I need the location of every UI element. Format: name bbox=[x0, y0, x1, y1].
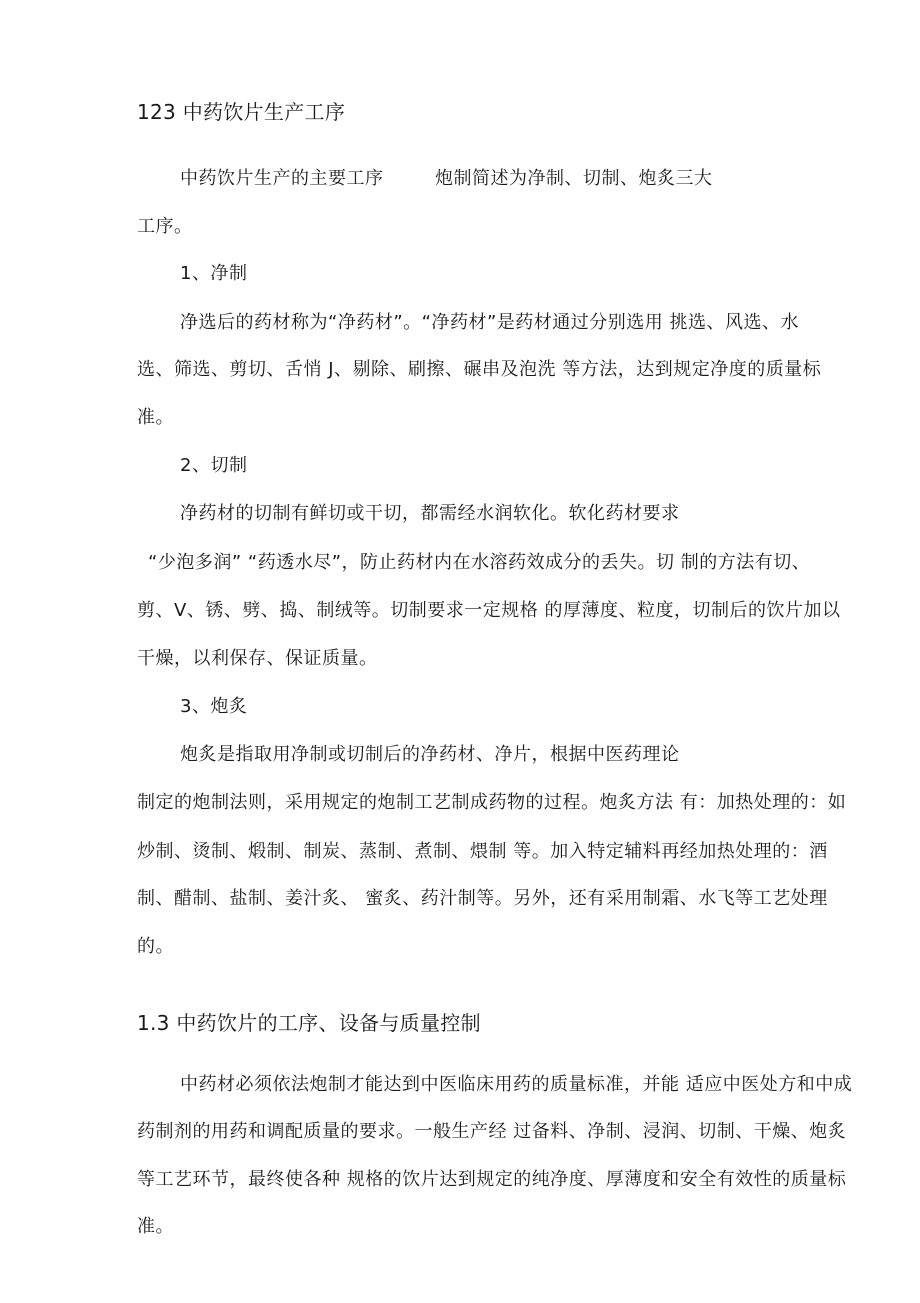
intro-line: 工序。 bbox=[137, 216, 193, 237]
paragraph-line: 制定的炮制法则，采用规定的炮制工艺制成药物的过程。炮炙方法 有：加热处理的：如 bbox=[137, 792, 847, 813]
paragraph-line: 剪、V、锈、劈、捣、制绒等。切制要求一定规格 的厚薄度、粒度，切制后的饮片加以 bbox=[137, 600, 841, 621]
paragraph-line: “少泡多润” “药透水尽”，防止药材内在水溶药效成分的丢失。切 制的方法有切、 bbox=[148, 552, 811, 573]
paragraph-line: 净选后的药材称为“净药材”。“净药材”是药材通过分别选用 挑选、风选、水 bbox=[180, 312, 800, 333]
section-heading: 123 中药饮片生产工序 bbox=[137, 100, 346, 124]
paragraph-line: 净药材的切制有鲜切或干切，都需经水润软化。软化药材要求 bbox=[180, 503, 680, 524]
section-heading: 1.3 中药饮片的工序、设备与质量控制 bbox=[137, 1011, 481, 1035]
paragraph-line: 的。 bbox=[137, 936, 174, 957]
paragraph-line: 准。 bbox=[137, 407, 174, 428]
paragraph-line: 药制剂的用药和调配质量的要求。一般生产经 过备料、净制、浸润、切制、干燥、炮炙 bbox=[137, 1121, 847, 1142]
paragraph-line: 干燥，以利保存、保证质量。 bbox=[137, 648, 378, 669]
paragraph-line: 炮炙是指取用净制或切制后的净药材、净片，根据中医药理论 bbox=[180, 744, 680, 765]
intro-line: 炮制简述为净制、切制、炮炙三大 bbox=[435, 168, 713, 189]
paragraph-line: 选、筛选、剪切、舌悄 J、剔除、刷擦、碾串及泡洗 等方法，达到规定净度的质量标 bbox=[137, 359, 822, 380]
paragraph-line: 中药材必须依法炮制才能达到中医临床用药的质量标准，并能 适应中医处方和中成 bbox=[180, 1074, 853, 1095]
intro-line: 中药饮片生产的主要工序 bbox=[180, 168, 384, 189]
item-title: 2、切制 bbox=[180, 455, 248, 476]
paragraph-line: 制、醋制、盐制、姜汁炙、 蜜炙、药汁制等。另外，还有采用制霜、水飞等工艺处理 bbox=[137, 888, 828, 909]
item-title: 1、净制 bbox=[180, 263, 248, 284]
paragraph-line: 炒制、烫制、煅制、制炭、蒸制、煮制、煨制 等。加入特定辅料再经加热处理的：酒 bbox=[137, 841, 828, 862]
item-title: 3、炮炙 bbox=[180, 696, 248, 717]
paragraph-line: 等工艺环节，最终使各种 规格的饮片达到规定的纯净度、厚薄度和安全有效性的质量标 bbox=[137, 1169, 847, 1190]
paragraph-line: 准。 bbox=[137, 1216, 174, 1237]
